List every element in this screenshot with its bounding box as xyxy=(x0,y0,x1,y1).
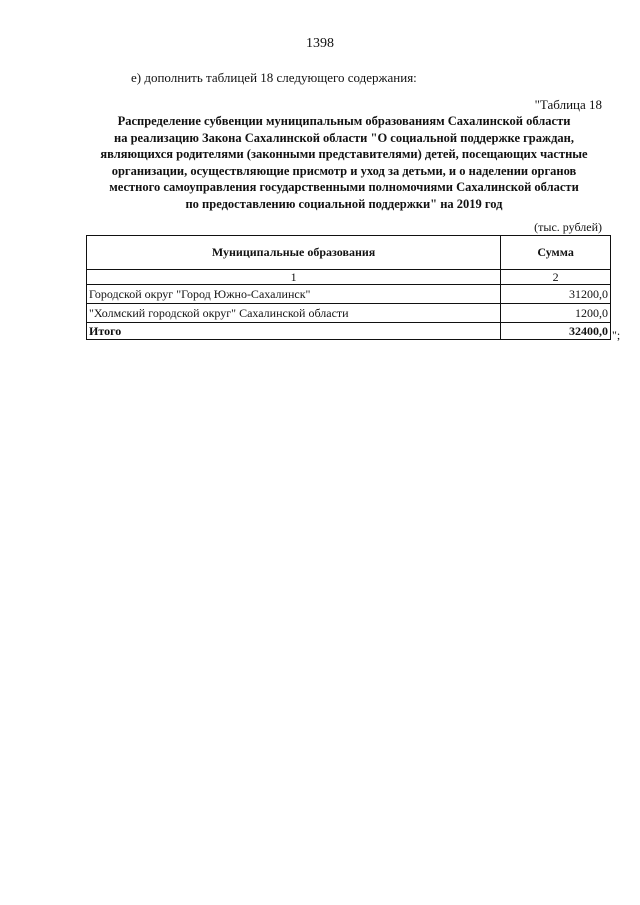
table-row xyxy=(87,285,611,304)
municipality-name: Городской округ "Город Южно-Сахалинск" xyxy=(87,285,501,304)
column-number-row xyxy=(87,270,611,285)
total-row xyxy=(87,323,611,340)
table-row xyxy=(87,304,611,323)
closing-quote: "; xyxy=(612,328,621,342)
title-line: Распределение субвенции муниципальным образованиям Сахалинской области xyxy=(117,114,571,128)
header-sum: Сумма xyxy=(501,236,611,270)
amount-cell: 1200,0 xyxy=(501,304,611,323)
table-reference: "Таблица 18 xyxy=(534,97,602,112)
title-line: по предоставлению социальной поддержки" на 2019 год xyxy=(185,196,503,211)
title-line: на реализацию Закона Сахалинской области "О социальной поддержке граждан, xyxy=(114,130,574,145)
amount-cell: 31200,0 xyxy=(501,285,611,304)
intro-text: е) дополнить таблицей 18 следующего содержания: xyxy=(131,70,417,85)
municipality-name: "Холмский городской округ" Сахалинской области xyxy=(87,304,501,323)
document-title xyxy=(70,113,618,212)
column-number: 2 xyxy=(501,270,611,285)
title-line: местного самоуправления государственными полномочиями Сахалинской области xyxy=(109,180,579,194)
header-municipalities: Муниципальные образования xyxy=(87,236,501,270)
total-amount: 32400,0 xyxy=(501,323,611,340)
page-number: 1398 xyxy=(306,36,334,51)
title-line: организации, осуществляющие присмотр и уход за детьми, и о наделении органов xyxy=(111,163,577,178)
units-label: (тыс. рублей) xyxy=(534,220,602,234)
column-number: 1 xyxy=(87,270,501,285)
table-header-row xyxy=(87,236,611,270)
distribution-table xyxy=(86,235,611,340)
title-line: являющихся родителями (законными представителями) детей, посещающих частные xyxy=(100,147,588,161)
total-label: Итого xyxy=(87,323,501,340)
